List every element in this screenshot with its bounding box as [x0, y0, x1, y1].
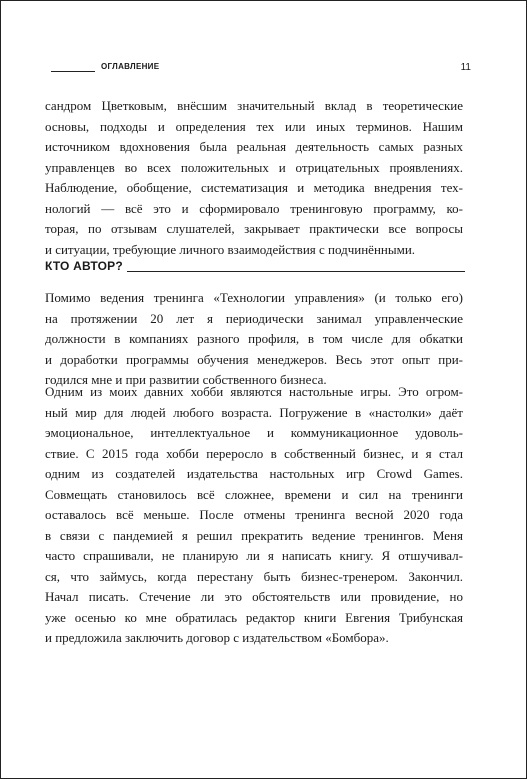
running-head-title: ОГЛАВЛЕНИЕ — [101, 62, 160, 71]
text-line: торая, по отзывам слушателей, закрывает практически все вопросы — [45, 221, 463, 236]
text-line: источником вдохновения была реальная деятельность самых разных — [45, 139, 463, 154]
text-line: часто спрашивали, не планирую ли я написать книгу. Я отшучивал- — [45, 548, 463, 563]
text-line: управленцев во всех положительных и отрицательных проявлениях. — [45, 159, 463, 175]
section-heading — [45, 259, 465, 279]
text-line: эмоциональное, интеллектуальное и коммуникационное удоволь- — [45, 425, 463, 440]
section-heading-rule — [127, 271, 465, 272]
section-heading-title: КТО АВТОР? — [45, 259, 123, 273]
text-line: должности в компаниях разного профиля, в том числе для обкатки — [45, 331, 463, 346]
text-line: и предложила заключить договор с издательством «Бомбора». — [45, 630, 389, 645]
text-line: Совмещать становилось всё сложнее, времени и сил на тренинги — [45, 486, 463, 502]
page-number: 11 — [460, 62, 471, 73]
text-line: сандром Цветковым, внёсшим значительный вклад в теоретические — [45, 98, 463, 113]
text-line: оставалось всё меньше. После отмены тренинга весной 2020 года — [45, 507, 463, 522]
text-line: и ситуации, требующие личного взаимодействия с подчинёнными. — [45, 241, 416, 257]
text-line: ся, что займусь, когда перестану быть бизнес-тренером. Закончил. — [45, 568, 463, 584]
text-line: основы, подходы и определения тех или иных терминов. Нашим — [45, 118, 463, 134]
text-line: годился мне и при развитии собственного бизнеса. — [45, 372, 327, 387]
running-head — [45, 59, 471, 79]
text-line: Одним из моих давних хобби являются настольные игры. Это огром- — [45, 384, 463, 399]
text-line: и доработки программы обучения менеджеров. Весь этот опыт при- — [45, 351, 463, 367]
paragraph-author-hobby — [45, 382, 463, 649]
paragraph-intro — [45, 96, 463, 260]
text-line: нологий — всё это и сформировало тренинговую программу, ко- — [45, 200, 463, 216]
text-line: уже осенью ко мне обратилась редактор книги Евгения Трибунская — [45, 609, 463, 625]
text-line: ный мир для людей любого возраста. Погружение в «настолки» даёт — [45, 404, 463, 420]
text-line: одним из создателей издательства настольных игр Crowd Games. — [45, 466, 463, 481]
running-head-rule — [51, 71, 95, 72]
text-line: Начал писать. Стечение ли это обстоятельств или провидение, но — [45, 589, 463, 604]
text-line: на протяжении 20 лет я периодически занимал управленческие — [45, 310, 463, 326]
text-line: ствие. С 2015 года хобби переросло в собственный бизнес, и я стал — [45, 445, 463, 461]
text-line: Помимо ведения тренинга «Технологии управления» (и только его) — [45, 290, 463, 305]
paragraph-author-career — [45, 288, 463, 391]
text-line: Наблюдение, обобщение, систематизация и методика внедрения тех- — [45, 180, 463, 195]
text-line: в связи с пандемией я решил прекратить ведение тренингов. Меня — [45, 527, 463, 543]
